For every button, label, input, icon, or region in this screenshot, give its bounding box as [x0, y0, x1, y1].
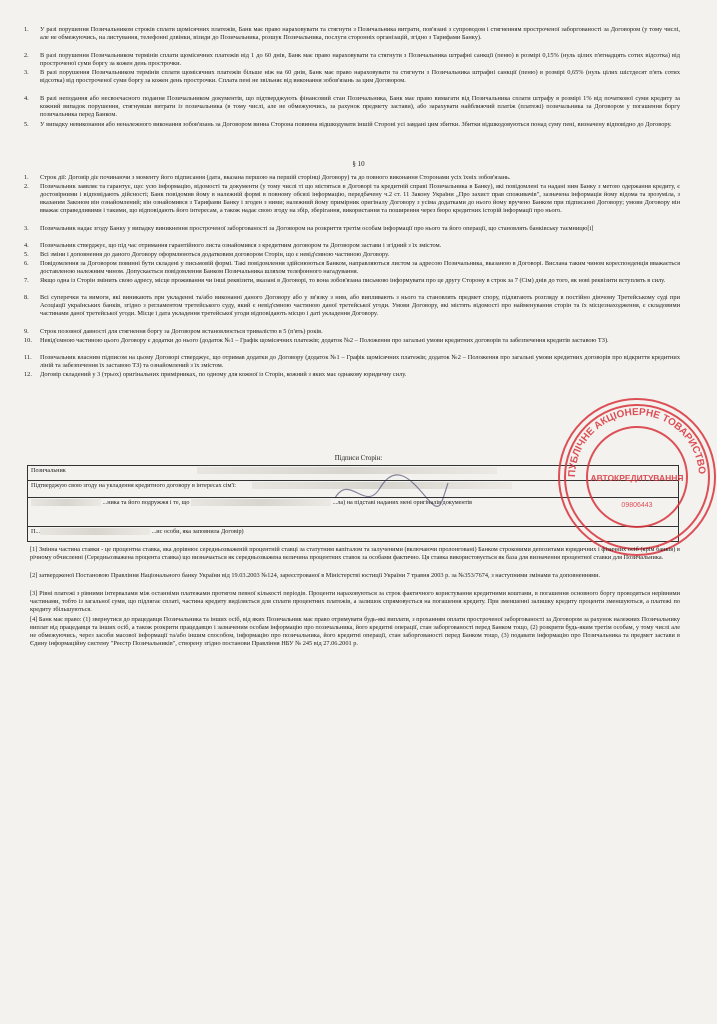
clause-item: [24, 121, 680, 129]
signature-row-filler: П... ...ис особи, яка заповнила Договір): [28, 527, 679, 542]
clause-text: В разі порушення Позичальником термінів сплати щомісячних платежів більше ніж на 60 днів, Банк має право нараховувати та стягнути з Позичальника штрафні санкції (пеню) в розмірі 0,65% (нуль цілих шістдесят п'ять сотих відсотка) від простроченої суми боргу за кожен день прострочки. Сплата пені не звільняє від виконання зобов'язань за цим Договором.: [40, 69, 680, 84]
clause-item: [24, 251, 680, 259]
clause-text: Позичальник стверджує, що під час отримання гарантійного листа ознайомився з кредитним договором та Договором застави і згідний з їх змістом.: [40, 242, 442, 249]
clause-number: 2.: [24, 183, 29, 190]
clause-number: 1.: [24, 26, 29, 33]
clause-text: Повідомлення за Договором повинні бути складені у письмовій формі. Такі повідомлення здійснюються Банком, направляються листом за адресою Позичальника, вказаною в Договорі. Вислана таким чином кореспонденція вважається доставленою належним чином. Допускається повідомлення Банком Позичальника шляхом телефонного нагадування.: [40, 260, 680, 275]
clause-item: [24, 337, 680, 345]
clause-number: 12.: [24, 371, 32, 378]
signature-row-borrower: Позичальник: [28, 466, 679, 481]
signatures-title: Підписи Сторін:: [334, 455, 383, 462]
clause-item: [24, 242, 680, 250]
clause-text: Всі зміни і доповнення до даного Договору оформлюються додатковим договором Сторін, що є невід'ємною частиною Договору.: [40, 251, 390, 258]
clause-number: 8.: [24, 294, 29, 301]
clause-text: У разі порушення Позичальником строків сплати щомісячних платежів, Банк має право нараховувати та стягнути з Позичальника витрати, пов'язані з супроводом і стягненням простроченої заборгованості за Договором (у тому числі, але не обмежуючись, на листування, телефонні дзвінки, візиди до Позичальника, розшук Позичальника, послуги сторонніх організацій, згідно з Тарифами Банку).: [40, 26, 680, 41]
clause-text: Строк позовної давності для стягнення боргу за Договором встановлюється тривалістю в 5 (п'ять) років.: [40, 328, 323, 335]
clause-item: [24, 260, 680, 276]
clause-text: Позичальник заявляє та гарантує, що: усю інформацію, відомості та документи (у тому числі ті що містяться в Договорі та кредитній справі Позичальника в Банку), які повідомлені та надані ним Банку з метою одержання кредиту, є достовірними і відповідають дійсності; Банк повідомив йому в належній формі в повному обсязі інформацію, передбачену ч.2 ст. 11 Закону України „Про захист прав споживачів", зазначена інформація йому відома та зрозуміла, з вказаним Законом він ознайомлений; він ознайомився з Тарифами Банку і згоден з ними; належний йому примірник оригіналу Договору з усіма додатками до нього йому вручено Банком при підписанні Договору; умови Договору він вважає справедливими і такими, що відповідають його інтересам, а також надає свою згоду на збір, зберігання, використання та поширення через бюро кредитних історій інформації про нього.: [40, 183, 680, 214]
clause-number: 2.: [24, 52, 29, 59]
clause-number: 5.: [24, 121, 29, 128]
clause-number: 5.: [24, 251, 29, 258]
clause-item: [24, 294, 680, 318]
clause-item: [24, 95, 680, 119]
clause-number: 1.: [24, 174, 29, 181]
section-10-title: § 10: [352, 160, 365, 168]
signature-row-spouse: ...ника та його подружжя і те, що ...ла) на підставі наданих мені оригіналів документів: [28, 498, 679, 527]
clause-item: [24, 354, 680, 370]
bank-stamp: [555, 395, 717, 560]
clause-item: [24, 69, 680, 85]
clause-number: 10.: [24, 337, 32, 344]
clause-number: 6.: [24, 260, 29, 267]
clause-item: [24, 225, 680, 233]
clause-item: [24, 277, 680, 285]
clause-number: 4.: [24, 242, 29, 249]
clause-number: 11.: [24, 354, 32, 361]
clause-text: У випадку невиконання або неналежного виконання зобов'язань за Договором винна Сторона повинна відшкодувати іншій Стороні усі завдані цим збитки. Збитки відшкодовуються понад суму пені, визначену відповідно до Договору.: [40, 121, 672, 128]
footnote: [4] Банк має право: (1) звернутися до працедавця Позичальника та інших осіб, від яких Позичальник має право отримувати будь-які виплати, з проханням оплати простроченої заборгованості за Договором за рахунок належних Позичальнику виплат від працедавця та інших осіб, а також розкрити працедавцю і зазначеним особам інформацію про позичальника, його кредитні операції, стан заборгованості перед Банком тощо, (2) розкрити будь-яким третім особам, у тому числі але не обмежуючись, через засоби масової інформації та/або іншим способом, інформацію про позичальника, його кредитні операції, стан заборгованості перед Банком тощо, (3) подавати інформацію про Позичальника та предмет застави в Єдину інформаційну систему "Реєстр Позичальників", створену згідно постанови Правління НБУ № 245 від 27.06.2001 р.: [30, 616, 680, 647]
clause-text: Позичальник власним підписом на цьому Договорі стверджує, що отримав додатки до Договору (додаток №1 – Графік щомісячних платежів; додаток №2 – Положення про загальні умови кредитних договорів про відкриття кредитних ліній та забезпечення їх заставою ТЗ) та ознайомлений з їх змістом.: [40, 354, 680, 369]
footnote: [3] Рівні платежі з рівними інтервалами між останніми платежами протягом певної кількості періодів. Проценти нараховуються за строк фактичного користування кредитними коштами, в погашення основного боргу проводяться нерівними частинами, тобто із загальної суми, що підлягає сплаті, частина кредиту виділяється для сплати процентних платежів, а залишок спрямовується на погашення кредиту. При зменшенні залишку кредиту проценти зменшуються, а платежі по кредиту збільшуються.: [30, 590, 680, 613]
clause-number: 3.: [24, 225, 29, 232]
clause-item: [24, 328, 680, 336]
clause-number: 7.: [24, 277, 29, 284]
clause-item: [24, 371, 680, 379]
clause-item: [24, 26, 680, 42]
footnote: [1] Змінна частина ставки - це процентна ставка, яка дорівнює середньозваженій процентній ставці за статутним капіталом та залученими (включаючи пролонговані) Банком строковими депозитами юридичних і фізичних осіб (крім банків) в річному обчисленні (Середньозважена процента ставка) що визначається як середньозважена величина процентних ставок за особами фактично. Ця ставка використовується як база для визначення процентної ставки для Позичальника.: [30, 546, 680, 561]
clause-number: 3.: [24, 69, 29, 76]
svg-text:АВТОКРЕДИТУВАННЯ: АВТОКРЕДИТУВАННЯ: [590, 473, 684, 483]
clause-text: Строк дії: Договір діє починаючи з моменту його підписання (дата, вказана першою на першій сторінці Договору) та до повного виконання Сторонами усіх їхніх зобов'язань.: [40, 174, 511, 181]
clause-text: Невід'ємною частиною цього Договору є додатки до нього (додаток №1 – Графік щомісячних платежів; додаток №2 – Положення про загальні умови кредитних договорів та забезпечення кредитів заставою ТЗ).: [40, 337, 609, 344]
clause-item: [24, 174, 680, 182]
clause-item: [24, 183, 680, 215]
clause-text: В разі порушення Позичальником термінів сплати щомісячних платежів від 1 до 60 днів, Банк має право нараховувати та стягнути з Позичальника штрафні санкції (пеню) в розмірі 0,15% (нуль цілих п'ятнадцять сотих відсотка) від простроченої суми боргу за кожен день прострочки.: [40, 52, 680, 67]
svg-text:ПУБЛІЧНЕ АКЦІОНЕРНЕ ТОВАРИСТВО: ПУБЛІЧНЕ АКЦІОНЕРНЕ ТОВАРИСТВО: [566, 406, 708, 478]
clause-text: Всі суперечки та вимоги, які виникають при укладенні та/або виконанні даного Договору або у зв'язку з ним, або випливають з нього та становлять предмет спору, підлягають розгляду в постійно діючому Третейському суді при Асоціації українських банків, згідно з регламентом третейського суду, який є невід'ємною частиною даної третейської угоди. Умови Договору, які містять відомості про найменування сторін та їх місцезнаходження, є складовими частинами даної третейської угоди. Місце і дата укладення третейської угоди відповідають місцю і даті укладення Договору.: [40, 294, 680, 317]
handwritten-signature: [330, 468, 450, 518]
clause-text: В разі неподання або несвоєчасного подання Позичальником документів, що підтверджують фінансовий стан Позичальника, Банк має право вимагати від Позичальника сплати штрафу в розмірі 1% від початкової суми кредиту за кожний випадок порушення, стягнувши витрати із позичальника (в тому числі, але не обмежуючись, за рахунок предмету застави), або зарахувати найближчий платіж (платежі) позичальника за Договором у погашення боргу позичальника перед Банком.: [40, 95, 680, 118]
svg-text:09806443: 09806443: [621, 502, 653, 509]
footnote: [2] затвердженої Постановою Правління Національного банку України від 19.03.2003 №124, зареєстрованої в Міністерстві юстиції України 7 травня 2003 р. за №353/7674, з наступними змінами та доповненнями.: [30, 572, 601, 579]
clause-item: [24, 52, 680, 68]
clause-text: Договір складений у 3 (трьох) оригінальних примірниках, по одному для кожної із Сторін, кожний з яких має однакову юридичну силу.: [40, 371, 407, 378]
clause-number: 9.: [24, 328, 29, 335]
clause-text: Якщо одна із Сторін змінить свою адресу, місце проживання чи інші реквізити, вказані в Договорі, то вона зобов'язана письмово інформувати про це другу Сторону в строк за 7 (Сім) днів до того, як нові реквізити вступлять в силу.: [40, 277, 666, 284]
signature-row-consent: Підтверджую свою згоду на укладення кредитного договору в інтересах сім'ї:: [28, 481, 679, 498]
clause-number: 4.: [24, 95, 29, 102]
clause-text: Позичальник надає згоду Банку у випадку виникнення простроченої заборгованості за Договором на розкриття третім особам інформації про нього та його операції, що становлять банківську таємницю[i]: [40, 225, 594, 232]
